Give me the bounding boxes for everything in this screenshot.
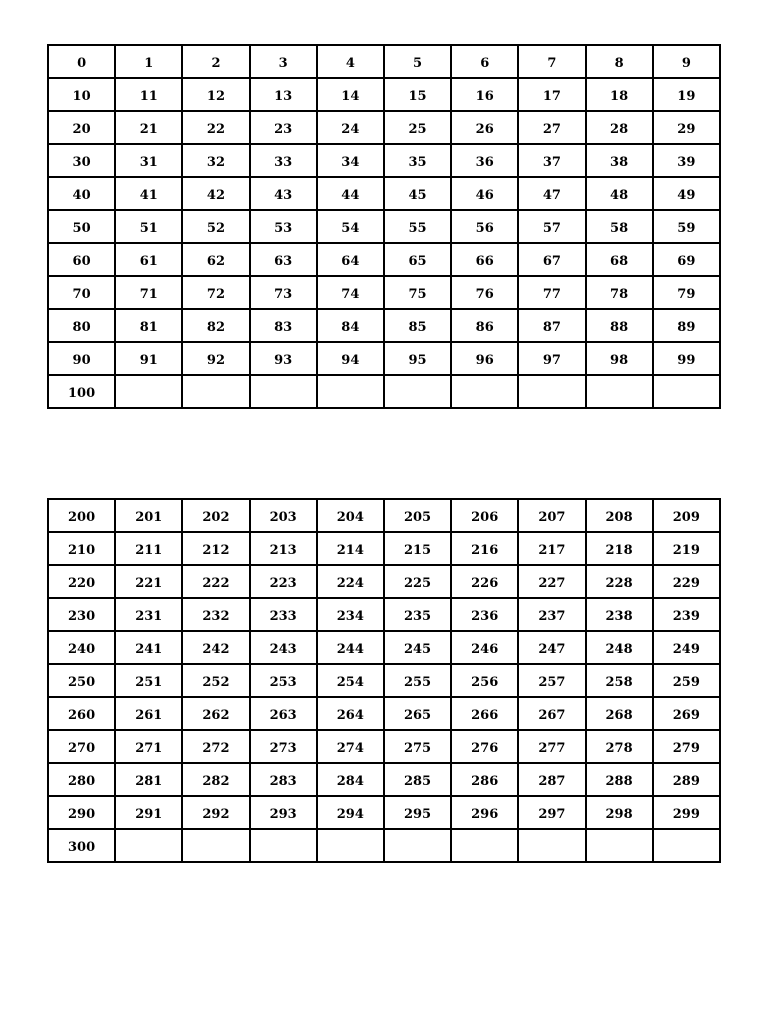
- number-cell: 4: [317, 45, 384, 78]
- number-cell: 268: [586, 697, 653, 730]
- number-cell: 208: [586, 499, 653, 532]
- number-cell: 9: [653, 45, 720, 78]
- number-cell: 215: [384, 532, 451, 565]
- table-row: [48, 829, 720, 862]
- number-cell: 241: [115, 631, 182, 664]
- number-cell: 79: [653, 276, 720, 309]
- number-cell: 234: [317, 598, 384, 631]
- number-cell: 300: [48, 829, 115, 862]
- number-cell: 6: [451, 45, 518, 78]
- number-cell: 278: [586, 730, 653, 763]
- number-cell: 263: [250, 697, 317, 730]
- table-row: [48, 730, 720, 763]
- number-cell: 38: [586, 144, 653, 177]
- number-cell: 259: [653, 664, 720, 697]
- number-cell: 32: [182, 144, 249, 177]
- number-cell: 282: [182, 763, 249, 796]
- number-cell: 258: [586, 664, 653, 697]
- number-cell: 67: [518, 243, 585, 276]
- number-cell: 66: [451, 243, 518, 276]
- number-cell: 275: [384, 730, 451, 763]
- number-cell: 254: [317, 664, 384, 697]
- empty-cell: [250, 829, 317, 862]
- number-cell: 213: [250, 532, 317, 565]
- empty-cell: [586, 375, 653, 408]
- number-cell: 99: [653, 342, 720, 375]
- table-row: [48, 664, 720, 697]
- number-cell: 264: [317, 697, 384, 730]
- number-grid-body: [48, 45, 720, 408]
- number-cell: 253: [250, 664, 317, 697]
- number-cell: 28: [586, 111, 653, 144]
- number-grid-0-100: [47, 44, 721, 409]
- number-cell: 212: [182, 532, 249, 565]
- number-cell: 225: [384, 565, 451, 598]
- table-row: [48, 565, 720, 598]
- number-cell: 250: [48, 664, 115, 697]
- number-cell: 247: [518, 631, 585, 664]
- number-cell: 243: [250, 631, 317, 664]
- number-cell: 217: [518, 532, 585, 565]
- number-cell: 271: [115, 730, 182, 763]
- number-cell: 74: [317, 276, 384, 309]
- table-row: [48, 111, 720, 144]
- number-cell: 207: [518, 499, 585, 532]
- number-cell: 297: [518, 796, 585, 829]
- number-cell: 73: [250, 276, 317, 309]
- table-row: [48, 210, 720, 243]
- number-cell: 228: [586, 565, 653, 598]
- number-cell: 49: [653, 177, 720, 210]
- number-cell: 226: [451, 565, 518, 598]
- number-cell: 26: [451, 111, 518, 144]
- number-cell: 98: [586, 342, 653, 375]
- number-cell: 1: [115, 45, 182, 78]
- number-cell: 232: [182, 598, 249, 631]
- number-cell: 25: [384, 111, 451, 144]
- number-cell: 97: [518, 342, 585, 375]
- number-cell: 11: [115, 78, 182, 111]
- number-cell: 202: [182, 499, 249, 532]
- number-cell: 209: [653, 499, 720, 532]
- number-cell: 283: [250, 763, 317, 796]
- number-cell: 288: [586, 763, 653, 796]
- number-cell: 20: [48, 111, 115, 144]
- number-cell: 242: [182, 631, 249, 664]
- table-row: [48, 499, 720, 532]
- number-cell: 15: [384, 78, 451, 111]
- number-cell: 57: [518, 210, 585, 243]
- number-cell: 291: [115, 796, 182, 829]
- number-cell: 222: [182, 565, 249, 598]
- number-cell: 72: [182, 276, 249, 309]
- number-cell: 87: [518, 309, 585, 342]
- number-cell: 84: [317, 309, 384, 342]
- number-cell: 230: [48, 598, 115, 631]
- empty-cell: [586, 829, 653, 862]
- number-cell: 77: [518, 276, 585, 309]
- number-cell: 287: [518, 763, 585, 796]
- table-row: [48, 342, 720, 375]
- number-cell: 75: [384, 276, 451, 309]
- number-cell: 210: [48, 532, 115, 565]
- number-cell: 221: [115, 565, 182, 598]
- number-cell: 51: [115, 210, 182, 243]
- number-cell: 80: [48, 309, 115, 342]
- number-cell: 61: [115, 243, 182, 276]
- number-cell: 43: [250, 177, 317, 210]
- number-cell: 240: [48, 631, 115, 664]
- number-cell: 211: [115, 532, 182, 565]
- number-cell: 70: [48, 276, 115, 309]
- number-cell: 256: [451, 664, 518, 697]
- number-cell: 90: [48, 342, 115, 375]
- number-cell: 59: [653, 210, 720, 243]
- empty-cell: [182, 375, 249, 408]
- number-cell: 284: [317, 763, 384, 796]
- number-cell: 204: [317, 499, 384, 532]
- table-row: [48, 631, 720, 664]
- number-cell: 94: [317, 342, 384, 375]
- number-cell: 46: [451, 177, 518, 210]
- number-cell: 251: [115, 664, 182, 697]
- number-cell: 203: [250, 499, 317, 532]
- number-cell: 248: [586, 631, 653, 664]
- number-cell: 92: [182, 342, 249, 375]
- number-cell: 277: [518, 730, 585, 763]
- number-cell: 76: [451, 276, 518, 309]
- table-row: [48, 697, 720, 730]
- number-cell: 93: [250, 342, 317, 375]
- number-cell: 27: [518, 111, 585, 144]
- number-cell: 31: [115, 144, 182, 177]
- number-cell: 13: [250, 78, 317, 111]
- number-cell: 285: [384, 763, 451, 796]
- number-cell: 88: [586, 309, 653, 342]
- number-cell: 53: [250, 210, 317, 243]
- number-grid-200-300: [47, 498, 721, 863]
- number-cell: 255: [384, 664, 451, 697]
- number-cell: 220: [48, 565, 115, 598]
- number-cell: 86: [451, 309, 518, 342]
- number-cell: 299: [653, 796, 720, 829]
- number-cell: 85: [384, 309, 451, 342]
- number-cell: 50: [48, 210, 115, 243]
- number-cell: 54: [317, 210, 384, 243]
- number-cell: 63: [250, 243, 317, 276]
- number-cell: 279: [653, 730, 720, 763]
- number-cell: 246: [451, 631, 518, 664]
- number-cell: 14: [317, 78, 384, 111]
- empty-cell: [384, 375, 451, 408]
- number-cell: 47: [518, 177, 585, 210]
- number-cell: 37: [518, 144, 585, 177]
- number-cell: 95: [384, 342, 451, 375]
- number-grid-body: [48, 499, 720, 862]
- number-cell: 2: [182, 45, 249, 78]
- empty-cell: [653, 375, 720, 408]
- number-cell: 12: [182, 78, 249, 111]
- number-cell: 91: [115, 342, 182, 375]
- number-cell: 237: [518, 598, 585, 631]
- number-cell: 238: [586, 598, 653, 631]
- table-row: [48, 532, 720, 565]
- number-cell: 267: [518, 697, 585, 730]
- number-cell: 8: [586, 45, 653, 78]
- number-cell: 19: [653, 78, 720, 111]
- number-cell: 229: [653, 565, 720, 598]
- number-cell: 218: [586, 532, 653, 565]
- number-cell: 249: [653, 631, 720, 664]
- number-cell: 292: [182, 796, 249, 829]
- number-cell: 273: [250, 730, 317, 763]
- number-cell: 58: [586, 210, 653, 243]
- number-cell: 260: [48, 697, 115, 730]
- number-cell: 293: [250, 796, 317, 829]
- table-row: [48, 45, 720, 78]
- number-cell: 45: [384, 177, 451, 210]
- number-cell: 295: [384, 796, 451, 829]
- number-cell: 60: [48, 243, 115, 276]
- number-cell: 272: [182, 730, 249, 763]
- number-cell: 231: [115, 598, 182, 631]
- number-cell: 276: [451, 730, 518, 763]
- number-cell: 48: [586, 177, 653, 210]
- number-cell: 252: [182, 664, 249, 697]
- empty-cell: [653, 829, 720, 862]
- number-cell: 223: [250, 565, 317, 598]
- number-cell: 7: [518, 45, 585, 78]
- empty-cell: [317, 375, 384, 408]
- number-cell: 269: [653, 697, 720, 730]
- number-cell: 41: [115, 177, 182, 210]
- number-cell: 16: [451, 78, 518, 111]
- number-cell: 266: [451, 697, 518, 730]
- table-row: [48, 78, 720, 111]
- empty-cell: [317, 829, 384, 862]
- number-cell: 55: [384, 210, 451, 243]
- number-cell: 270: [48, 730, 115, 763]
- number-cell: 201: [115, 499, 182, 532]
- number-cell: 200: [48, 499, 115, 532]
- number-cell: 52: [182, 210, 249, 243]
- number-cell: 82: [182, 309, 249, 342]
- number-cell: 44: [317, 177, 384, 210]
- empty-cell: [182, 829, 249, 862]
- table-row: [48, 309, 720, 342]
- number-cell: 21: [115, 111, 182, 144]
- table-row: [48, 796, 720, 829]
- number-cell: 298: [586, 796, 653, 829]
- number-cell: 281: [115, 763, 182, 796]
- number-cell: 18: [586, 78, 653, 111]
- number-cell: 24: [317, 111, 384, 144]
- number-cell: 35: [384, 144, 451, 177]
- number-cell: 33: [250, 144, 317, 177]
- number-cell: 5: [384, 45, 451, 78]
- empty-cell: [451, 829, 518, 862]
- table-row: [48, 177, 720, 210]
- number-cell: 239: [653, 598, 720, 631]
- number-cell: 83: [250, 309, 317, 342]
- empty-cell: [115, 829, 182, 862]
- number-cell: 100: [48, 375, 115, 408]
- number-cell: 290: [48, 796, 115, 829]
- number-cell: 10: [48, 78, 115, 111]
- number-cell: 235: [384, 598, 451, 631]
- number-cell: 265: [384, 697, 451, 730]
- number-cell: 274: [317, 730, 384, 763]
- number-cell: 227: [518, 565, 585, 598]
- number-cell: 206: [451, 499, 518, 532]
- number-cell: 296: [451, 796, 518, 829]
- table-row: [48, 276, 720, 309]
- number-cell: 71: [115, 276, 182, 309]
- number-cell: 216: [451, 532, 518, 565]
- table-row: [48, 243, 720, 276]
- number-cell: 261: [115, 697, 182, 730]
- table-row: [48, 375, 720, 408]
- number-cell: 89: [653, 309, 720, 342]
- number-cell: 280: [48, 763, 115, 796]
- number-cell: 236: [451, 598, 518, 631]
- number-cell: 257: [518, 664, 585, 697]
- number-cell: 294: [317, 796, 384, 829]
- table-row: [48, 144, 720, 177]
- number-cell: 81: [115, 309, 182, 342]
- number-cell: 64: [317, 243, 384, 276]
- number-cell: 39: [653, 144, 720, 177]
- empty-cell: [518, 829, 585, 862]
- number-cell: 214: [317, 532, 384, 565]
- number-cell: 17: [518, 78, 585, 111]
- number-cell: 289: [653, 763, 720, 796]
- number-cell: 23: [250, 111, 317, 144]
- number-cell: 65: [384, 243, 451, 276]
- number-cell: 68: [586, 243, 653, 276]
- empty-cell: [451, 375, 518, 408]
- table-row: [48, 598, 720, 631]
- number-cell: 62: [182, 243, 249, 276]
- number-cell: 286: [451, 763, 518, 796]
- number-cell: 22: [182, 111, 249, 144]
- number-cell: 3: [250, 45, 317, 78]
- empty-cell: [115, 375, 182, 408]
- number-cell: 262: [182, 697, 249, 730]
- number-cell: 29: [653, 111, 720, 144]
- empty-cell: [250, 375, 317, 408]
- number-cell: 40: [48, 177, 115, 210]
- number-cell: 245: [384, 631, 451, 664]
- number-cell: 244: [317, 631, 384, 664]
- number-cell: 69: [653, 243, 720, 276]
- number-cell: 56: [451, 210, 518, 243]
- number-cell: 96: [451, 342, 518, 375]
- number-cell: 30: [48, 144, 115, 177]
- empty-cell: [518, 375, 585, 408]
- table-row: [48, 763, 720, 796]
- number-cell: 0: [48, 45, 115, 78]
- number-cell: 34: [317, 144, 384, 177]
- number-cell: 233: [250, 598, 317, 631]
- number-cell: 42: [182, 177, 249, 210]
- number-cell: 219: [653, 532, 720, 565]
- number-cell: 36: [451, 144, 518, 177]
- number-cell: 224: [317, 565, 384, 598]
- number-cell: 78: [586, 276, 653, 309]
- number-cell: 205: [384, 499, 451, 532]
- empty-cell: [384, 829, 451, 862]
